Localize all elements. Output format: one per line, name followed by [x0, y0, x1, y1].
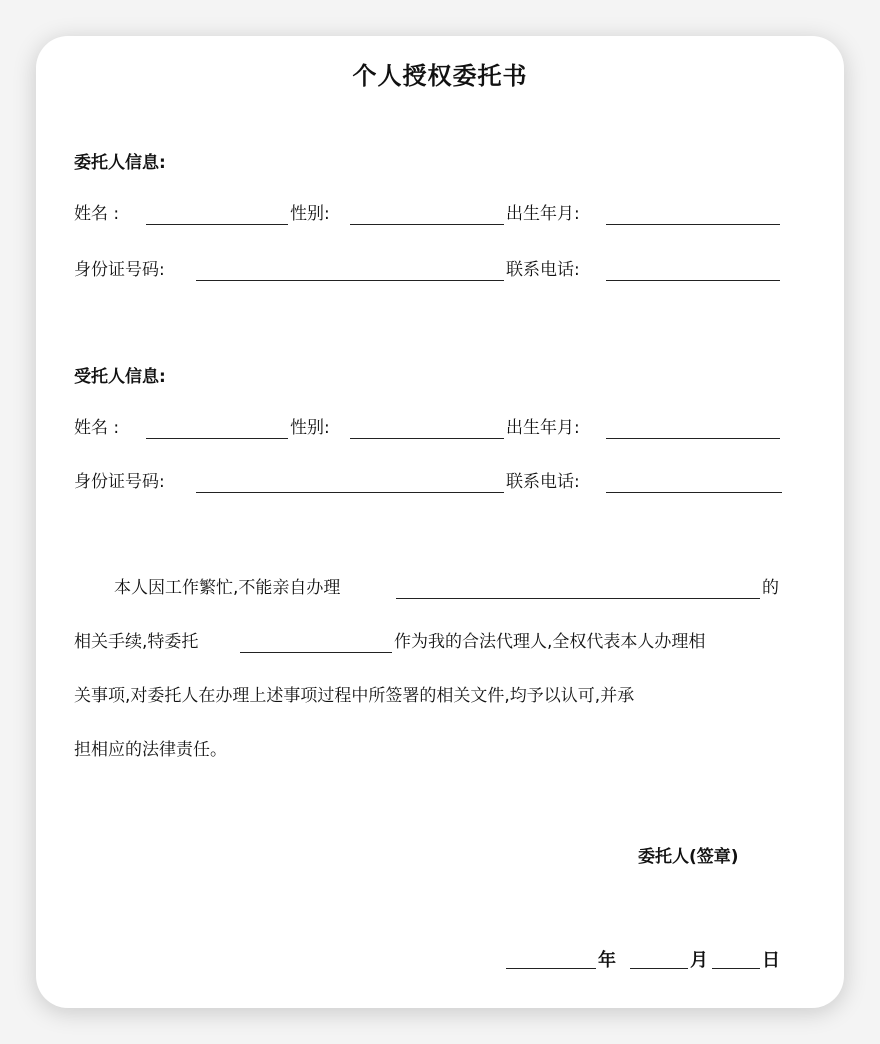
matter-field[interactable] — [396, 598, 760, 599]
paragraph-line-4 — [74, 738, 782, 762]
day-label: 日 — [762, 950, 780, 971]
agent-row-1 — [74, 416, 784, 440]
month-label: 月 — [690, 950, 708, 971]
paragraph-line-1-start: 本人因工作繁忙,不能亲自办理 — [114, 578, 341, 598]
principal-row-1 — [74, 202, 784, 226]
agent-name-field[interactable] — [146, 438, 288, 439]
agent-birth-label: 出生年月: — [506, 418, 580, 438]
agent-gender-label: 性别: — [290, 418, 330, 438]
paragraph-line-4-text: 担相应的法律责任。 — [74, 740, 227, 760]
principal-birth-field[interactable] — [606, 224, 780, 225]
principal-phone-label: 联系电话: — [506, 260, 580, 280]
agent-phone-field[interactable] — [606, 492, 782, 493]
principal-birth-label: 出生年月: — [506, 204, 580, 224]
agent-gender-field[interactable] — [350, 438, 504, 439]
paragraph-line-3 — [74, 684, 782, 708]
agent-id-field[interactable] — [196, 492, 504, 493]
paragraph-line-1 — [74, 576, 782, 600]
principal-id-field[interactable] — [196, 280, 504, 281]
agent-heading: 受托人信息: — [74, 367, 166, 387]
month-field[interactable] — [630, 968, 688, 969]
document-title: 个人授权委托书 — [352, 62, 528, 90]
agent-name-label: 姓名 : — [74, 418, 120, 438]
principal-row-2 — [74, 258, 784, 282]
paragraph-line-2 — [74, 630, 782, 654]
paragraph-line-3-text: 关事项,对委托人在办理上述事项过程中所签署的相关文件,均予以认可,并承 — [74, 686, 635, 706]
principal-heading: 委托人信息: — [74, 153, 166, 173]
year-field[interactable] — [506, 968, 596, 969]
principal-gender-label: 性别: — [290, 204, 330, 224]
principal-id-label: 身份证号码: — [74, 260, 165, 280]
day-field[interactable] — [712, 968, 760, 969]
principal-gender-field[interactable] — [350, 224, 504, 225]
agent-name-inline-field[interactable] — [240, 652, 392, 653]
document-page — [36, 36, 844, 1008]
paragraph-line-1-end: 的 — [762, 578, 779, 598]
year-label: 年 — [598, 950, 616, 971]
agent-phone-label: 联系电话: — [506, 472, 580, 492]
date-row — [506, 946, 786, 970]
principal-name-field[interactable] — [146, 224, 288, 225]
paragraph-line-2-end: 作为我的合法代理人,全权代表本人办理相 — [394, 632, 706, 652]
paragraph-line-2-start: 相关手续,特委托 — [74, 632, 199, 652]
signature-label: 委托人(签章) — [638, 847, 739, 867]
agent-row-2 — [74, 470, 784, 494]
agent-birth-field[interactable] — [606, 438, 780, 439]
principal-phone-field[interactable] — [606, 280, 780, 281]
principal-name-label: 姓名 : — [74, 204, 120, 224]
agent-id-label: 身份证号码: — [74, 472, 165, 492]
